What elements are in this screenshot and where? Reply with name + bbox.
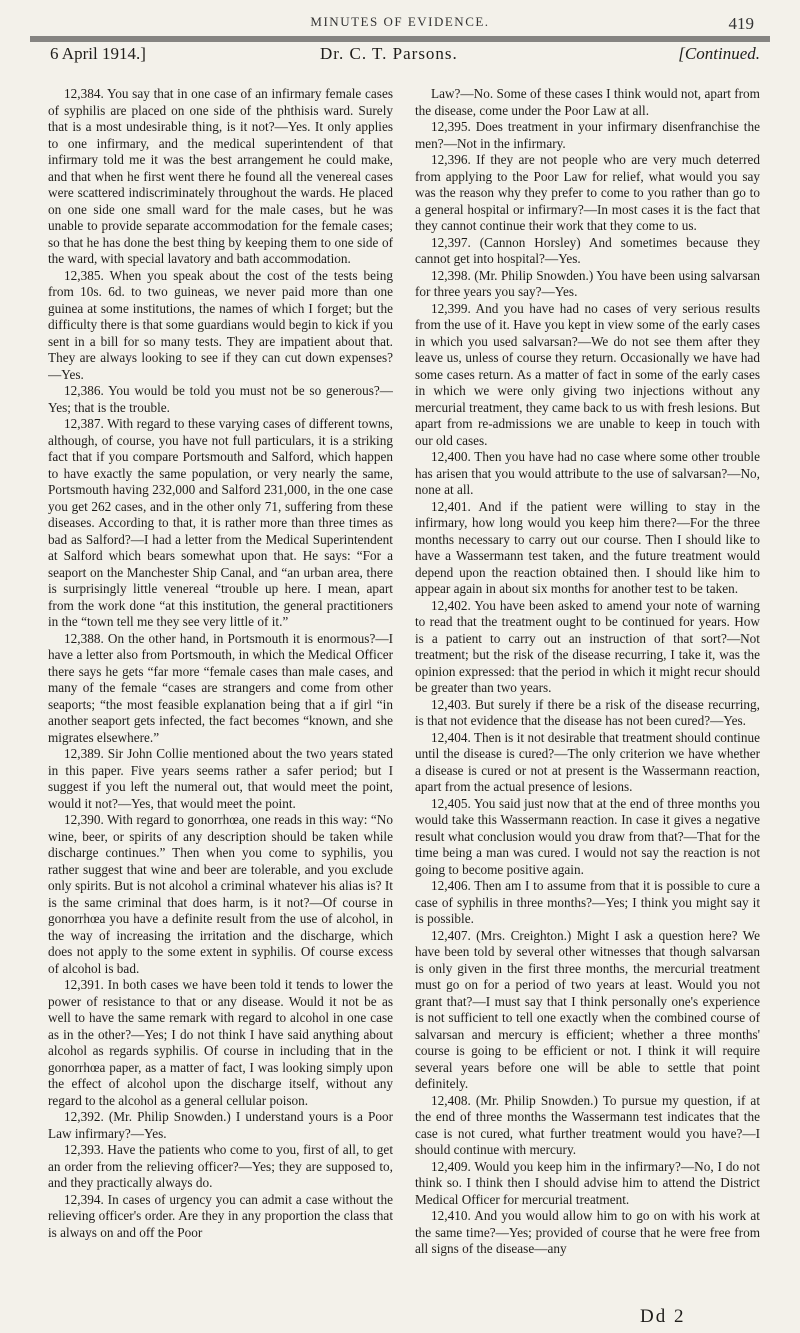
paragraph: 12,386. You would be told you must not be so generous?—Yes; that is the trouble. <box>48 383 393 415</box>
paragraph: 12,387. With regard to these varying cases of different towns, although, of course, you have not full particulars, it is a striking fact that if you compare Portsmouth and Salford, which happen to have exactly the same population, or very nearly the same, Portsmouth having 232,000 and Salford 231,000, in the one case you get 262 cases, and in the other only 71, suffering from these diseases. According to that, it is rather more than three times as bad as Salford?—I had a letter from the Medical Superintendent at Salford which bears somewhat upon that. He says: “For a seaport on the Manchester Ship Canal, and “an urban area, there is surprisingly little venereal “trouble up here. I mean, apart from the work done “at this institution, the general practitioners in the “town tell me they see very little of it.” <box>48 416 393 629</box>
paragraph: 12,394. In cases of urgency you can admit a case without the relieving officer's order. Are they in any proportion the class that is always on and off the Poor <box>48 1191 393 1240</box>
paragraph: 12,392. (Mr. Philip Snowden.) I understand yours is a Poor Law infirmary?—Yes. <box>48 1109 393 1141</box>
paragraph: 12,389. Sir John Collie mentioned about the two years stated in this paper. Five years seems rather a safer period; but I suggest if you left the numeral out, that would meet the point, would it not?—Yes, that would meet the point. <box>48 746 393 811</box>
paragraph: 12,397. (Cannon Horsley) And sometimes because they cannot get into hospital?—Yes. <box>415 234 760 266</box>
subheader <box>40 44 760 68</box>
paragraph: 12,403. But surely if there be a risk of the disease recurring, is that not evidence that the disease has not been cured?—Yes. <box>415 696 760 728</box>
session-date: 6 April 1914.] <box>50 44 146 63</box>
running-header <box>46 14 754 32</box>
continued-label: [Continued. <box>678 44 760 63</box>
header-rule <box>30 36 770 42</box>
paragraph: 12,396. If they are not people who are very much deterred from applying to the Poor Law for relief, what would you say was the reason why they prefer to come to you rather than go to a general hospital or infirmary?—In most cases it is the fact that they cannot continue their work that they come to us. <box>415 152 760 233</box>
paragraph: 12,388. On the other hand, in Portsmouth it is enormous?—I have a letter also from Portsmouth, in which the Medical Officer there says he gets “far more “female cases than male cases, and many of the female “cases are strangers and come from other seaports; “the most feasible explanation being that a if girl “in another seaport gets infected, the fact becomes “known, and she migrates elsewhere.” <box>48 630 393 745</box>
signature-mark: Dd 2 <box>640 1306 686 1327</box>
paragraph: 12,409. Would you keep him in the infirmary?—No, I do not think so. I think then I should advise him to attend the District Medical Officer for mercurial treatment. <box>415 1158 760 1207</box>
paragraph: Law?—No. Some of these cases I think would not, apart from the disease, come under the Poor Law at all. <box>415 86 760 118</box>
paragraph: 12,406. Then am I to assume from that it is possible to cure a case of syphilis in three months?—Yes; I think you might say it is possible. <box>415 878 760 926</box>
paragraph: 12,407. (Mrs. Creighton.) Might I ask a question here? We have been told by several other witnesses that though salvarsan is only given in the first three months, the mercurial treatment must go on for a period of two years at least. Would you not grant that?—I must say that I think personally one's experience is not sufficient to tell one exactly when the combined course of salvarsan and mercury is efficient; whether a three months' course is going to be efficient or not. I think it will require several years before one will be able to settle that point definitely. <box>415 927 760 1091</box>
paragraph: 12,405. You said just now that at the end of three months you would take this Wassermann reaction. In case it gives a negative result what conclusion would you draw from that?—That for the time being a man was cured. I would not say the reaction is not going to become positive again. <box>415 795 760 877</box>
paragraph: 12,384. You say that in one case of an infirmary female cases of syphilis are placed on one side of the phthisis ward. Surely that is a most undesirable thing, is it not?—Yes. It only applies to one infirmary, and the medical superintendent of that infirmary told me it was the best arrangement he could make, and that when he first went there he found all the venereal cases were scattered indiscriminately throughout the wards. He placed on one side one small ward for the male cases, but he was unable to provide separate accommodation for the female cases; so that he has done the best thing by keeping them to one side of the ward, with special lavatory and bath accommodation. <box>48 86 393 266</box>
paragraph: 12,398. (Mr. Philip Snowden.) You have been using salvarsan for three years you say?—Yes. <box>415 267 760 299</box>
page-number: 419 <box>728 14 754 33</box>
running-title: MINUTES OF EVIDENCE. <box>310 14 490 29</box>
left-column <box>48 86 393 1322</box>
paragraph: 12,390. With regard to gonorrhœa, one reads in this way: “No wine, beer, or spirits of any description should be taken while discharge continues.” Then when you come to syphilis, you rather suggest that wine and beer are tolerable, and you exclude only spirits. But is not alcohol a criminal whatever his alias is? It is the same criminal that does harm, is it not?—Of course in gonorrhœa you have a definite result from the use of alcohol, in the way of increasing the irritation and the discharge, which does not apply to the some extent in syphilis. Of course excess of alcohol is bad. <box>48 812 393 976</box>
right-column <box>415 86 760 1322</box>
paragraph: 12,393. Have the patients who come to you, first of all, to get an order from the relieving officer?—Yes; they are supposed to, and they practically always do. <box>48 1142 393 1190</box>
paragraph: 12,408. (Mr. Philip Snowden.) To pursue my question, if at the end of three months the Wassermann test indicates that the case is not cured, what further treatment would you have?—I should continue with mercury. <box>415 1092 760 1157</box>
paragraph: 12,401. And if the patient were willing to stay in the infirmary, how long would you keep him there?—For the three months necessary to carry out our course. Then I should like to have a Wassermann test taken, and the future treatment would depend upon the reaction obtained then. I should like him to appear again in about six months for another test to be taken. <box>415 498 760 596</box>
paragraph: 12,402. You have been asked to amend your note of warning to read that the treatment ought to be continued for years. How is a patient to carry out an instruction of that sort?—Not treatment; but the risk of the disease recurring, I take it, was the opinion expressed: that the period in which it might recur should be greater than two years. <box>415 597 760 695</box>
paragraph: 12,404. Then is it not desirable that treatment should continue until the disease is cured?—The only criterion we have whether a disease is cured or not at present is the Wassermann reaction, apart from the actual presence of lesions. <box>415 729 760 794</box>
paragraph: 12,385. When you speak about the cost of the tests being from 10s. 6d. to two guineas, we never paid more than one guinea at some institutions, the names of which I forget; but the difficulty there is that some guardians would begin to kick if you sent in a bill for so many tests. They are impatient about that. They are always looking to see if they can cut down expenses?—Yes. <box>48 267 393 382</box>
paragraph: 12,391. In both cases we have been told it tends to lower the power of resistance to that or any disease. Would it not be as well to have the same remark with regard to alcohol in one case as in the other?—Yes; I do not think I have said anything about alcohol as regards syphilis. Of course in including that in the gonorrhœa paper, as a matter of fact, I was looking simply upon the effect of alcohol upon the discharge itself, without any regard to the alcohol as a general cellular poison. <box>48 977 393 1108</box>
paragraph: 12,410. And you would allow him to go on with his work at the same time?—Yes; provided of course that he were free from all signs of the disease—any <box>415 1208 760 1256</box>
paragraph: 12,395. Does treatment in your infirmary disenfranchise the men?—Not in the infirmary. <box>415 119 760 151</box>
witness-name: Dr. C. T. Parsons. <box>320 44 458 63</box>
paragraph: 12,399. And you have had no cases of very serious results from the use of it. Have you kept in view some of the early cases in which you used salvarsan?—We do not see them after they leave us, unless of course they return. Occasionally we have had some cases return. As a matter of fact in some of the early cases in which we were only giving two injections without any mercurial treatment, they came back to us with fresh lesions. But apart from re-admissions we are unable to keep in touch with our old cases. <box>415 300 760 448</box>
paragraph: 12,400. Then you have had no case where some other trouble has arisen that you would attribute to the use of salvarsan?—No, none at all. <box>415 449 760 497</box>
